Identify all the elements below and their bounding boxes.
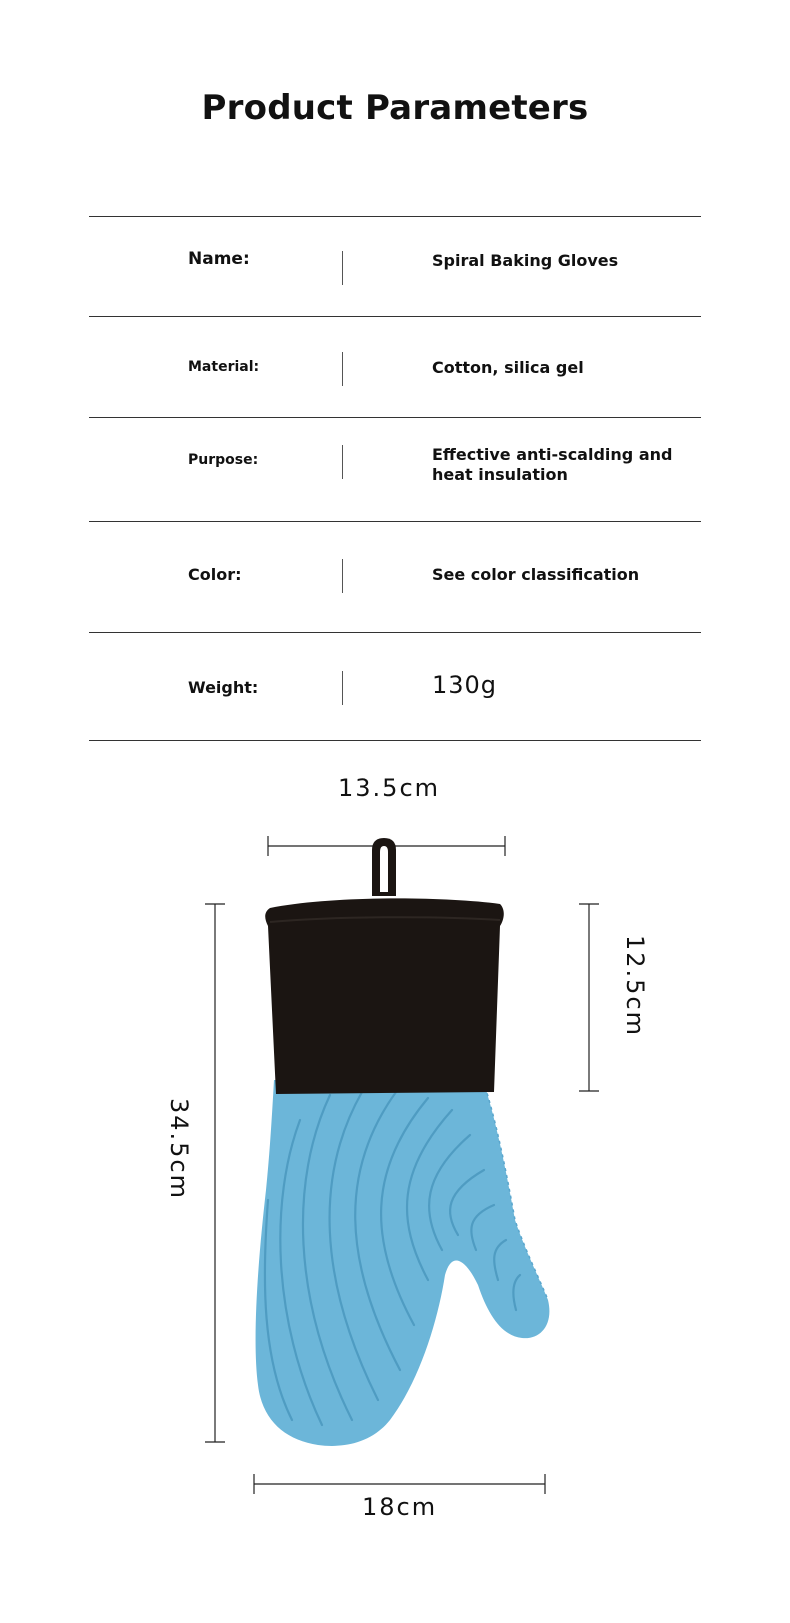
param-row-purpose [89, 418, 701, 521]
param-value: Effective anti-scalding and heat insulation [432, 445, 673, 484]
param-value: Spiral Baking Gloves [432, 251, 619, 270]
param-label: Color: [188, 565, 242, 584]
dimension-top-width: 13.5cm [338, 774, 441, 802]
param-value: 130g [432, 671, 498, 699]
param-value: Cotton, silica gel [432, 358, 584, 377]
dimension-cuff-height: 12.5cm [621, 934, 650, 1038]
column-separator [342, 671, 343, 705]
parameters-table [89, 216, 701, 741]
param-row-weight [89, 633, 701, 740]
glove-diagram [0, 780, 790, 1540]
param-label: Purpose: [188, 452, 259, 468]
param-row-name [89, 217, 701, 316]
column-separator [342, 559, 343, 593]
column-separator [342, 445, 343, 479]
table-divider [89, 740, 701, 741]
glove-dimension-figure [0, 774, 790, 1540]
param-row-material [89, 317, 701, 417]
param-label: Name: [188, 249, 250, 269]
hanging-loop-hole [380, 846, 388, 892]
param-label: Material: [188, 359, 260, 375]
fabric-cuff [265, 898, 504, 1094]
page-title: Product Parameters [201, 88, 589, 128]
column-separator [342, 251, 343, 285]
dimension-total-length: 34.5cm [165, 1097, 194, 1201]
param-value: See color classification [432, 565, 640, 584]
param-row-color [89, 522, 701, 632]
dimension-bottom-width: 18cm [362, 1493, 438, 1521]
column-separator [342, 352, 343, 386]
param-label: Weight: [188, 678, 259, 697]
